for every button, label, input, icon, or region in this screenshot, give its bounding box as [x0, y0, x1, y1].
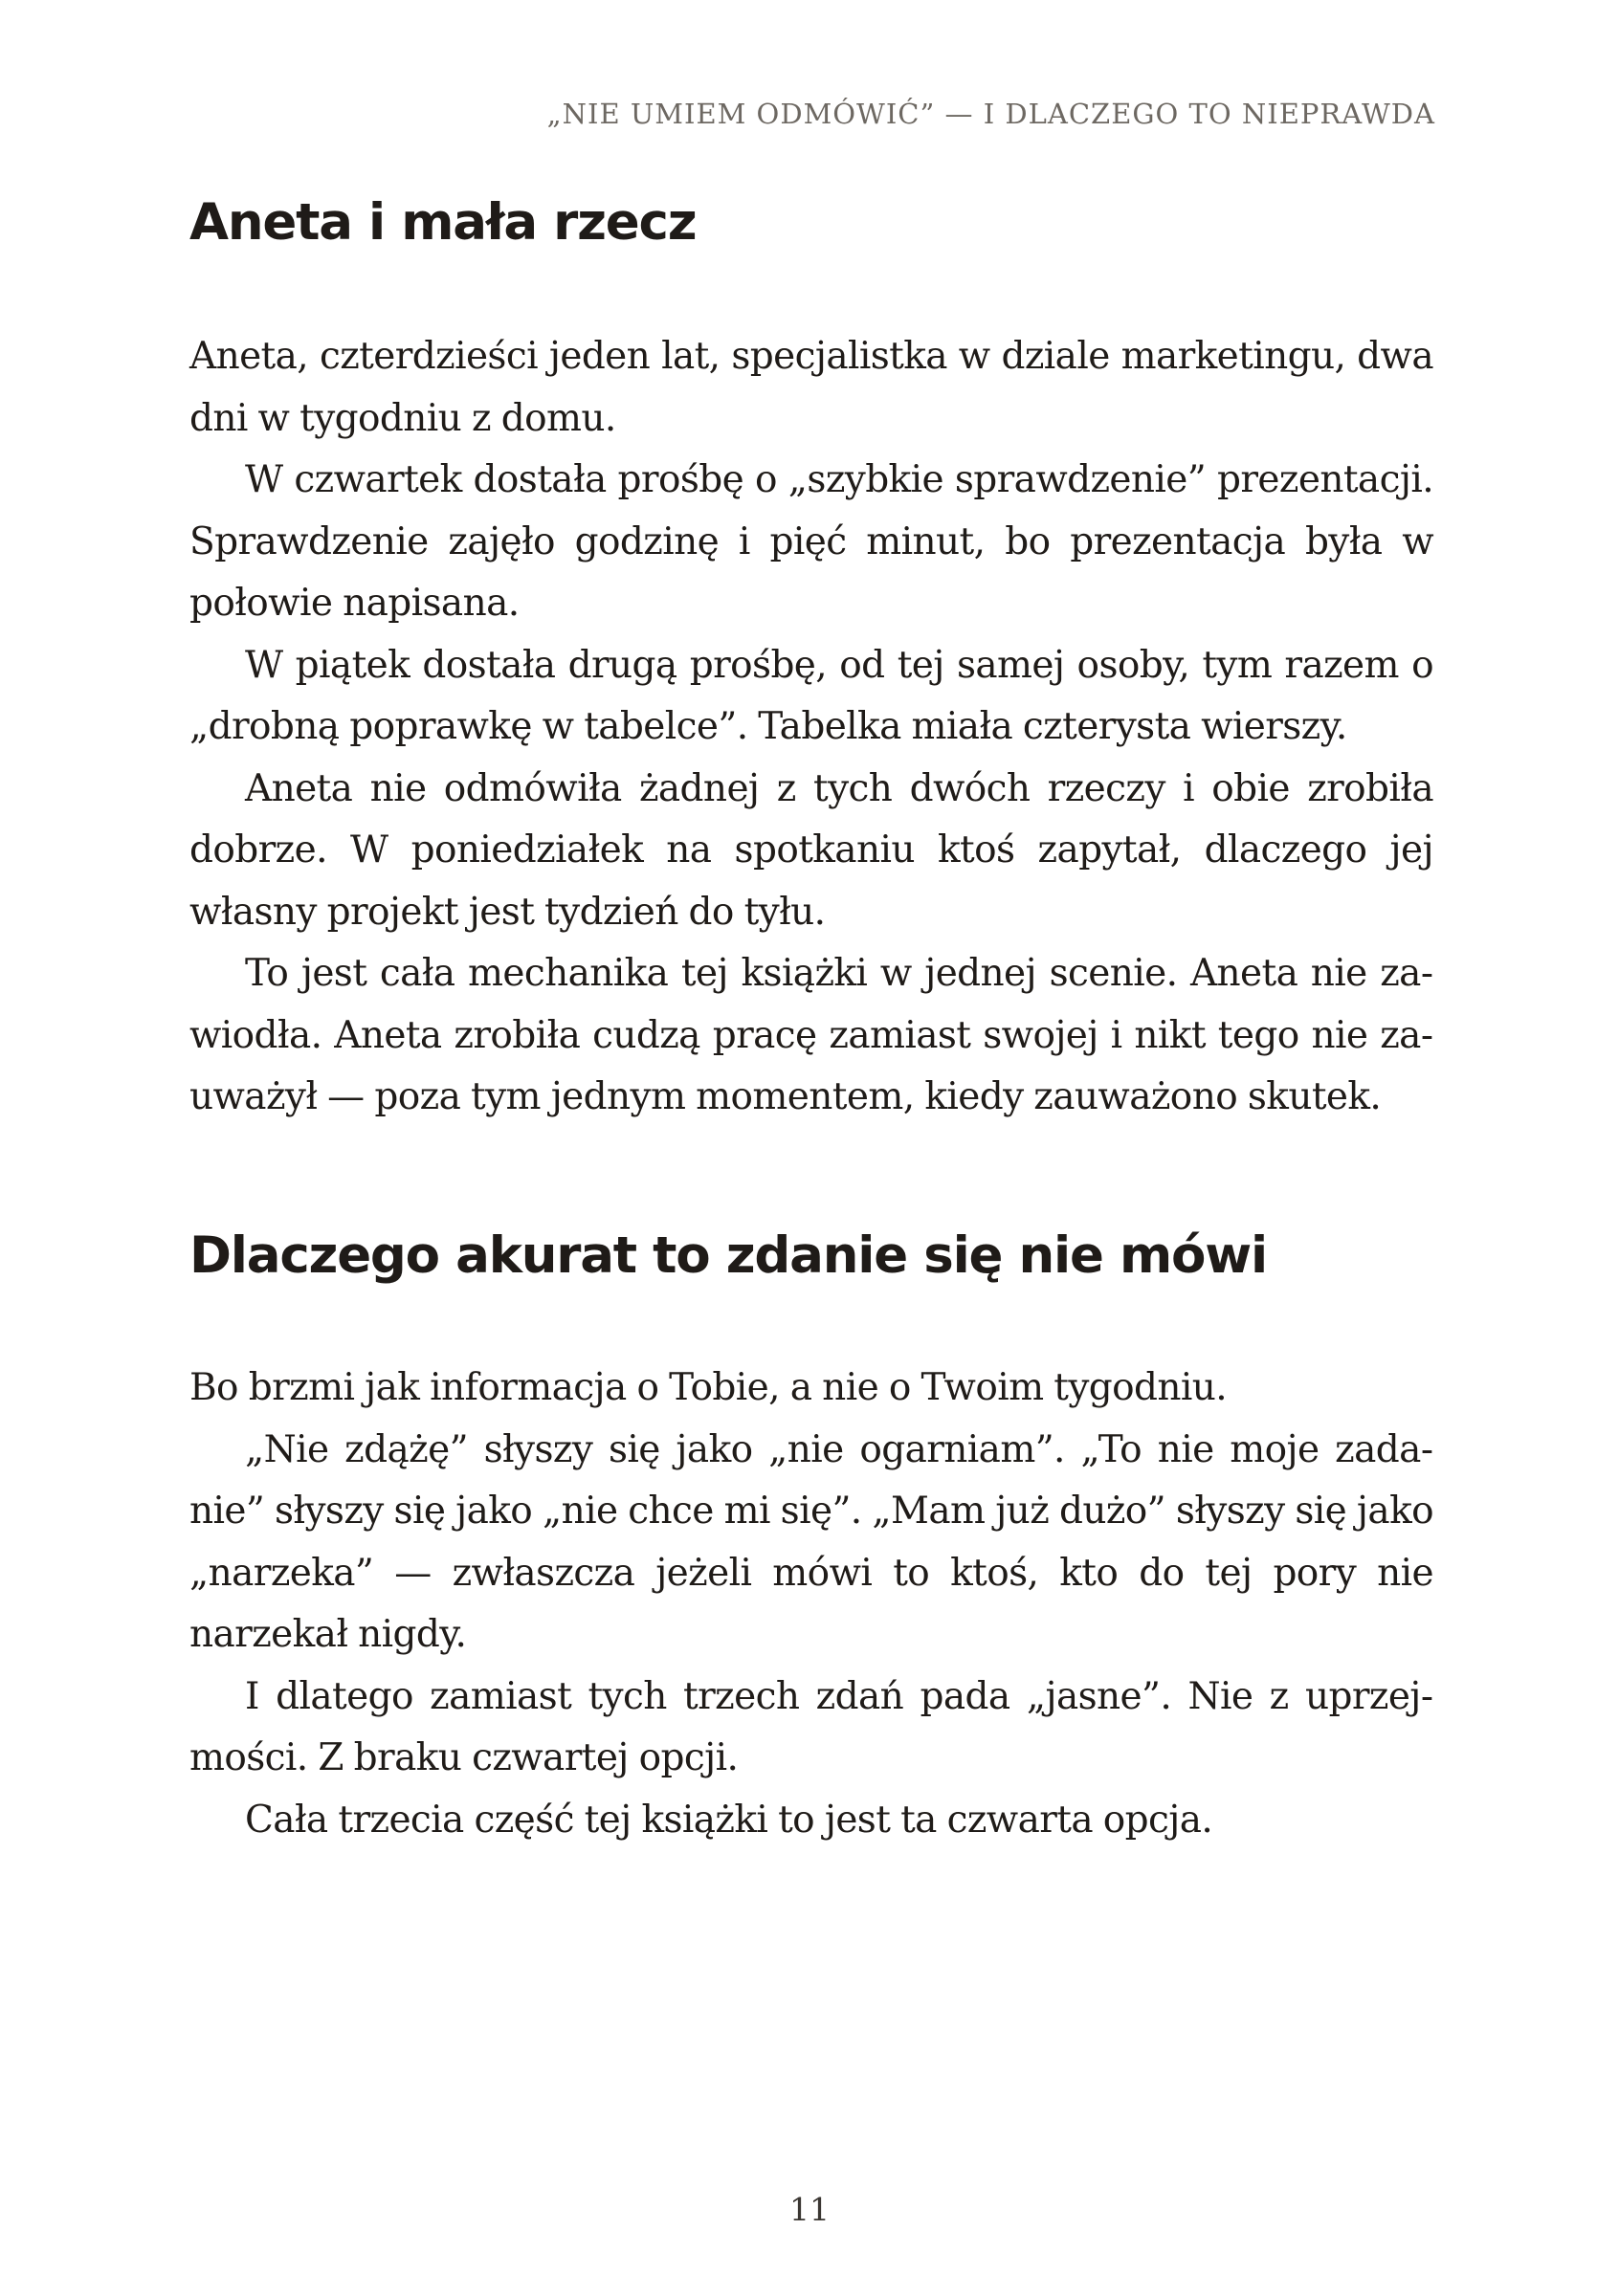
- paragraph: To jest cała mechanika tej książki w jednej scenie. Aneta nie zawiodła. Aneta zrobiła cudzą pracę zamiast swojej i nikt tego nie zauważył — poza tym jednym momentem, kiedy zauważono skutek.: [189, 952, 1433, 1119]
- section-body: [189, 326, 1433, 1129]
- section-heading: Aneta i mała rzecz: [189, 193, 697, 252]
- page-number: 11: [789, 2191, 830, 2228]
- paragraph: Cała trzecia część tej książki to jest ta czwarta opcja.: [245, 1798, 1213, 1842]
- page-content: [189, 182, 1433, 1851]
- paragraph: I dlatego zamiast tych trzech zdań pada „jasne”. Nie z uprzejmości. Z braku czwartej opcji.: [189, 1674, 1433, 1780]
- section-heading: Dlaczego akurat to zdanie się nie mówi: [189, 1225, 1267, 1285]
- section-body: [189, 1358, 1433, 1851]
- paragraph: „Nie zdążę” słyszy się jako „nie ogarniam”. „To nie moje zadanie” słyszy się jako „nie chce mi się”. „Mam już dużo” słyszy się jako „narzeka” — zwłaszcza jeżeli mówi to ktoś, kto do tej pory nie narzekał nigdy.: [189, 1427, 1433, 1657]
- paragraph: W czwartek dostała prośbę o „szybkie sprawdzenie” prezentacji. Sprawdzenie zajęło godzinę i pięć minut, bo prezentacja była w połowie napisana.: [189, 458, 1433, 626]
- running-head: „NIE UMIEM ODMÓWIĆ” — I DLACZEGO TO NIEPRAWDA: [546, 98, 1435, 130]
- paragraph: Aneta, czterdzieści jeden lat, specjalistka w dziale marketingu, dwa dni w tygodniu z domu.: [189, 335, 1433, 440]
- paragraph: Aneta nie odmówiła żadnej z tych dwóch rzeczy i obie zrobiła dobrze. W poniedziałek na spotkaniu ktoś zapytał, dlaczego jej własny projekt jest tydzień do tyłu.: [189, 766, 1433, 934]
- paragraph: Bo brzmi jak informacja o Tobie, a nie o Twoim tygodniu.: [189, 1366, 1228, 1410]
- paragraph: W piątek dostała drugą prośbę, od tej samej osoby, tym razem o „drobną poprawkę w tabelce”. Tabelka miała czterysta wierszy.: [189, 643, 1433, 749]
